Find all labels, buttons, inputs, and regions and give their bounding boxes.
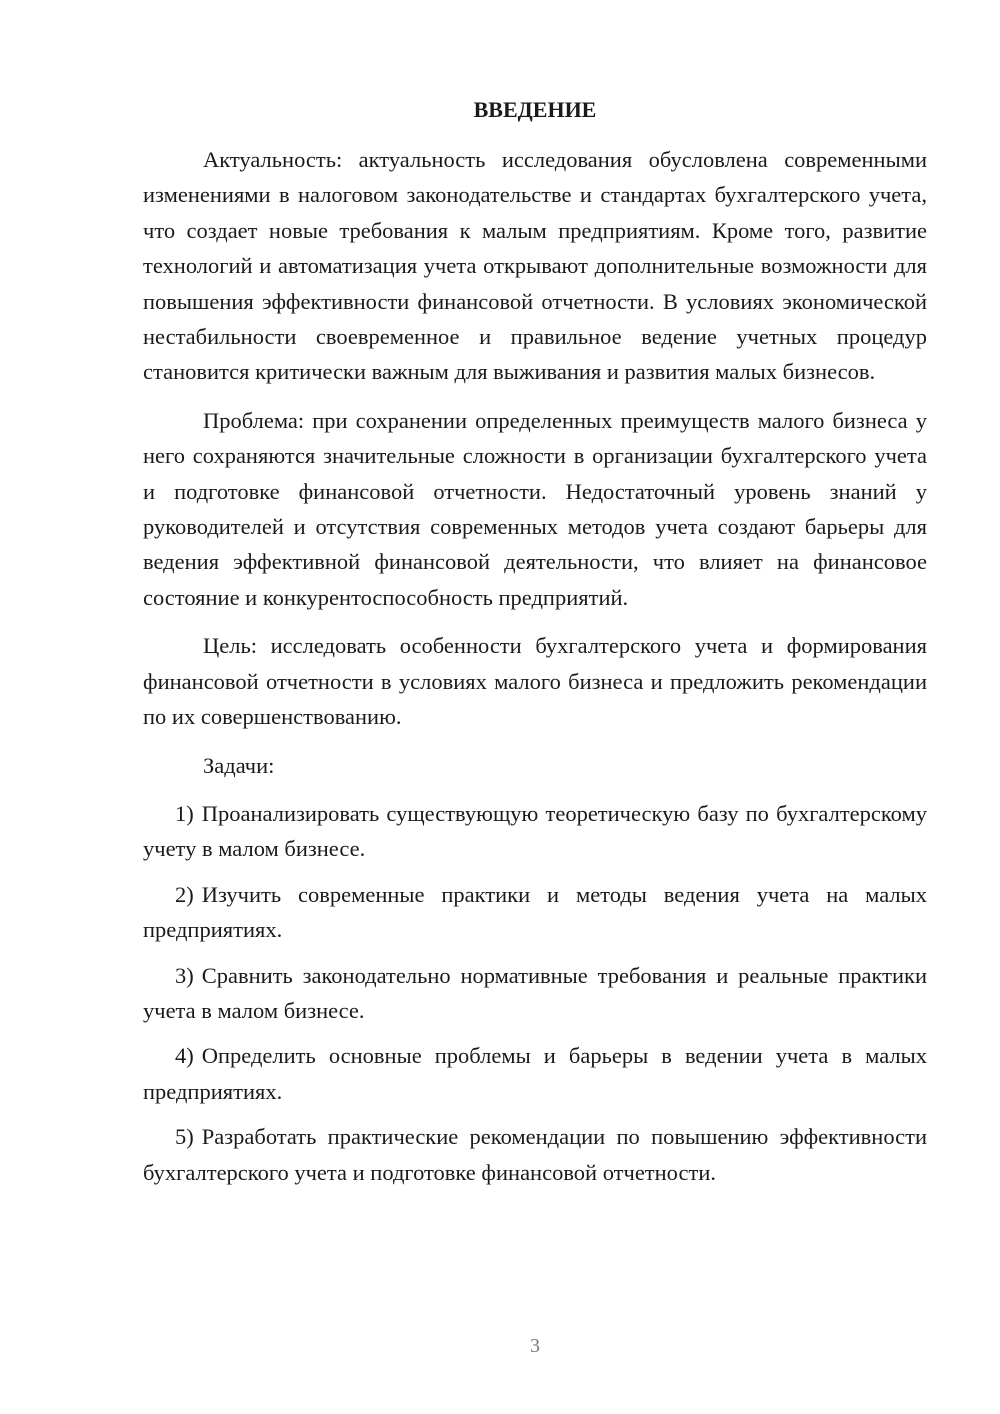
paragraph-relevance: Актуальность: актуальность исследования обусловлена современными изменениями в налоговом законодательстве и стандартах бухгалтерского учета, что создает новые требования к малым предприятиям. Кроме того, развитие технологий и автоматизация учета открывают дополнительные возможности для повышения эффективности финансовой отчетности. В условиях экономической нестабильности своевременное и правильное ведение учетных процедур становится критически важным для выживания и развития малых бизнесов.	[143, 147, 927, 385]
list-item-text: Разработать практические рекомендации по повышению эффективности бухгалтерского учета и подготовке финансовой отчетности.	[143, 1124, 927, 1185]
list-item-text: Определить основные проблемы и барьеры в ведении учета в малых предприятиях.	[143, 1043, 927, 1104]
list-item-number: 1)	[175, 800, 194, 826]
list-item-number: 2)	[175, 881, 194, 907]
list-item-text: Сравнить законодательно нормативные требования и реальные практики учета в малом бизнесе.	[143, 962, 927, 1023]
list-item-text: Проанализировать существующую теоретическую базу по бухгалтерскому учету в малом бизнесе.	[143, 800, 927, 862]
list-item	[143, 958, 927, 1029]
list-item-number: 4)	[175, 1043, 194, 1069]
list-item	[143, 796, 927, 867]
document-page	[143, 0, 927, 1414]
list-item	[143, 1119, 927, 1190]
list-item	[143, 877, 927, 948]
list-item-number: 5)	[175, 1124, 194, 1150]
document-body	[143, 142, 927, 1200]
paragraph-tasks-heading: Задачи:	[203, 752, 275, 778]
paragraph-goal: Цель: исследовать особенности бухгалтерского учета и формирования финансовой отчетности в условиях малого бизнеса и предложить рекомендации по их совершенствованию.	[143, 633, 927, 730]
list-item-number: 3)	[175, 962, 194, 988]
list-item-text: Изучить современные практики и методы ведения учета на малых предприятиях.	[143, 881, 927, 943]
page-title: ВВЕДЕНИЕ	[473, 97, 597, 122]
paragraph-problem: Проблема: при сохранении определенных преимуществ малого бизнеса у него сохраняются значительные сложности в организации бухгалтерского учета и подготовке финансовой отчетности. Недостаточный уровень знаний у руководителей и отсутствия современных методов учета создают барьеры для ведения эффективной финансовой деятельности, что влияет на финансовое состояние и конкурентоспособность предприятий.	[143, 407, 927, 610]
page-number: 3	[530, 1335, 540, 1357]
list-item	[143, 1038, 927, 1109]
